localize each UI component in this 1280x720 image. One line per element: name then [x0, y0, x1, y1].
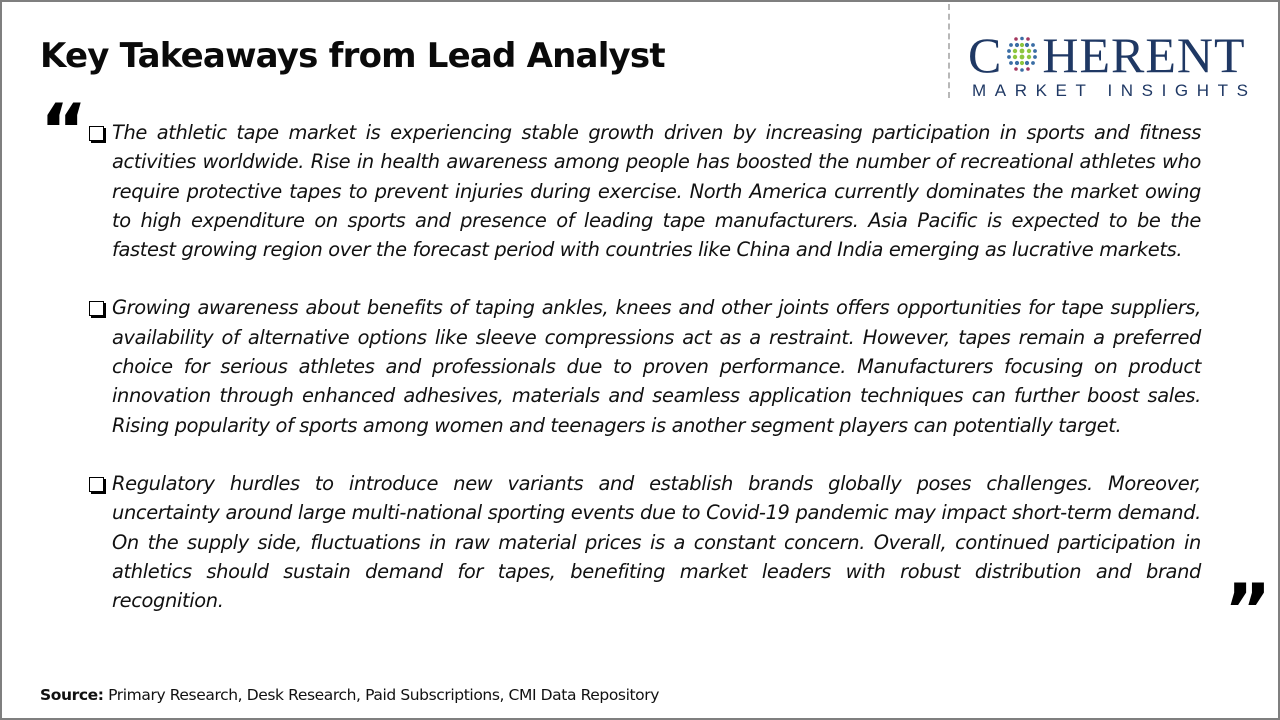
- logo-wordmark: HERENT: [1042, 27, 1246, 83]
- source-text: Primary Research, Desk Research, Paid Subscriptions, CMI Data Repository: [103, 686, 660, 704]
- takeaway-text: Growing awareness about benefits of taping ankles, knees and other joints offers opportunities for tape suppliers, availability of alternative options like sleeve compressions act as a restraint. However, tapes remain a preferred choice for serious athletes and professionals due to proven performance. Manufacturers focusing on product innovation through enhanced adhesives, materials and seamless application techniques can further boost sales. Rising popularity of sports among women and teenagers is another segment players can potentially target.: [112, 296, 1201, 437]
- source-note: [40, 686, 659, 704]
- checkbox-bullet-icon: [89, 477, 104, 492]
- page-title: Key Takeaways from Lead Analyst: [40, 36, 665, 76]
- takeaways-list: [88, 118, 1201, 644]
- takeaway-item: [88, 118, 1201, 264]
- dashed-divider: [948, 4, 950, 98]
- close-quote-icon: ”: [1224, 568, 1272, 652]
- checkbox-bullet-icon: [89, 301, 104, 316]
- checkbox-bullet-icon: [89, 126, 104, 141]
- source-label: Source:: [40, 686, 104, 704]
- open-quote-icon: “: [40, 88, 88, 172]
- logo-letter-c: C: [968, 27, 1003, 83]
- logo-subtitle: MARKET INSIGHTS: [972, 81, 1257, 100]
- takeaway-text: The athletic tape market is experiencing stable growth driven by increasing participation in sports and fitness activities worldwide. Rise in health awareness among people has boosted the number of recreational athletes who require protective tapes to prevent injuries during exercise. North America currently dominates the market owing to high expenditure on sports and presence of leading tape manufacturers. Asia Pacific is expected to be the fastest growing region over the forecast period with countries like China and India emerging as lucrative markets.: [112, 121, 1201, 262]
- takeaway-item: [88, 469, 1201, 615]
- company-logo: [968, 27, 1268, 102]
- dotted-globe-icon: [1005, 35, 1039, 75]
- takeaway-text: Regulatory hurdles to introduce new variants and establish brands globally poses challenges. Moreover, uncertainty around large multi-national sporting events due to Covid-19 pandemic may impact short-term demand. On the supply side, fluctuations in raw material prices is a constant concern. Overall, continued participation in athletics should sustain demand for tapes, benefiting market leaders with robust distribution and brand recognition.: [112, 471, 1201, 613]
- takeaway-item: [88, 293, 1201, 439]
